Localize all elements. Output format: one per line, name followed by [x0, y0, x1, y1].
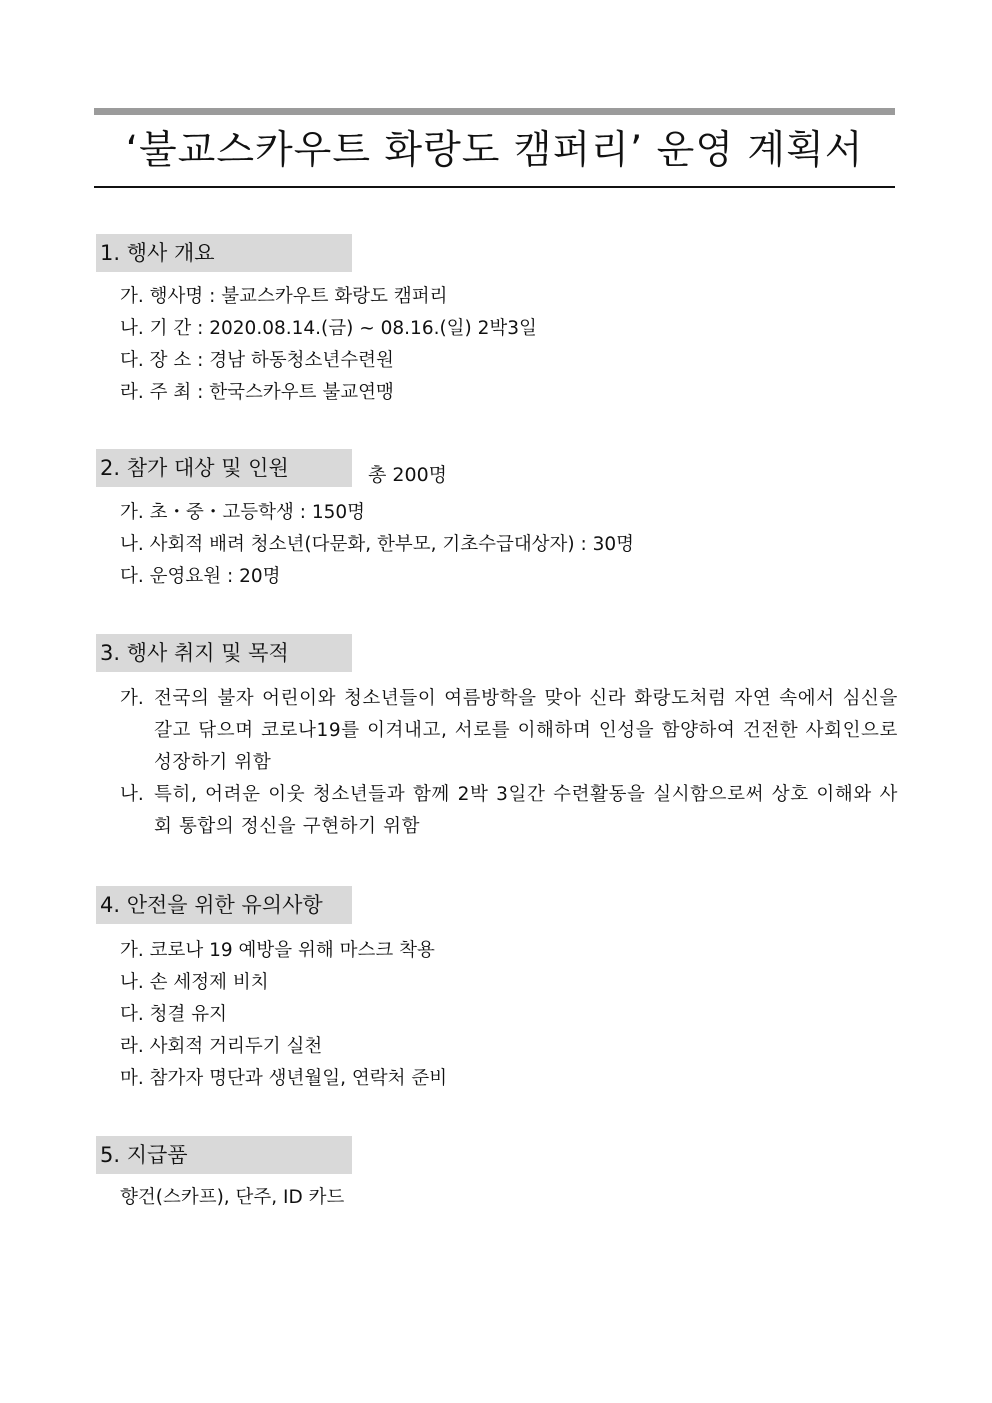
- overview-item-host: 라. 주 최 : 한국스카우트 불교연맹: [120, 382, 394, 403]
- section-heading-safety: 4. 안전을 위한 유의사항: [96, 886, 352, 924]
- purpose-item-text: 전국의 불자 어린이와 청소년들이 여름방학을 맞아 신라 화랑도처럼 자연 속에서 심신을 갈고 닦으며 코로나19를 이겨내고, 서로를 이해하며 인성을 함양하여 건전한 사회인으로 성장하기 위함: [154, 688, 898, 773]
- document-title: ‘불교스카우트 화랑도 캠퍼리’ 운영 계획서: [125, 128, 864, 173]
- safety-item: 마. 참가자 명단과 생년월일, 연락처 준비: [120, 1068, 448, 1089]
- safety-item: 다. 청결 유지: [120, 1004, 227, 1025]
- section-heading-overview: 1. 행사 개요: [96, 234, 352, 272]
- overview-item-name: 가. 행사명 : 불교스카우트 화랑도 캠퍼리: [120, 286, 448, 307]
- purpose-item-marker: 가.: [120, 688, 144, 709]
- section-heading-supplies: 5. 지급품: [96, 1136, 352, 1174]
- participants-item-students: 가. 초・중・고등학생 : 150명: [120, 502, 366, 523]
- supplies-list: 향건(스카프), 단주, ID 카드: [120, 1187, 345, 1208]
- title-top-rule: [94, 108, 895, 115]
- purpose-item: [120, 683, 898, 779]
- overview-item-period: 나. 기 간 : 2020.08.14.(금) ~ 08.16.(일) 2박3일: [120, 318, 537, 339]
- participants-item-staff: 다. 운영요원 : 20명: [120, 566, 281, 587]
- purpose-item: [120, 779, 898, 843]
- safety-item: 라. 사회적 거리두기 실천: [120, 1036, 323, 1057]
- participants-total: 총 200명: [368, 464, 448, 486]
- section-heading-participants: 2. 참가 대상 및 인원: [96, 449, 352, 487]
- title-bottom-rule: [94, 186, 895, 188]
- safety-item: 나. 손 세정제 비치: [120, 972, 269, 993]
- section-heading-purpose: 3. 행사 취지 및 목적: [96, 634, 352, 672]
- participants-item-youth: 나. 사회적 배려 청소년(다문화, 한부모, 기초수급대상자) : 30명: [120, 534, 635, 555]
- overview-item-place: 다. 장 소 : 경남 하동청소년수련원: [120, 350, 394, 371]
- safety-item: 가. 코로나 19 예방을 위해 마스크 착용: [120, 940, 435, 961]
- purpose-item-text: 특히, 어려운 이웃 청소년들과 함께 2박 3일간 수련활동을 실시함으로써 상호 이해와 사회 통합의 정신을 구현하기 위함: [154, 784, 898, 837]
- purpose-item-marker: 나.: [120, 784, 144, 805]
